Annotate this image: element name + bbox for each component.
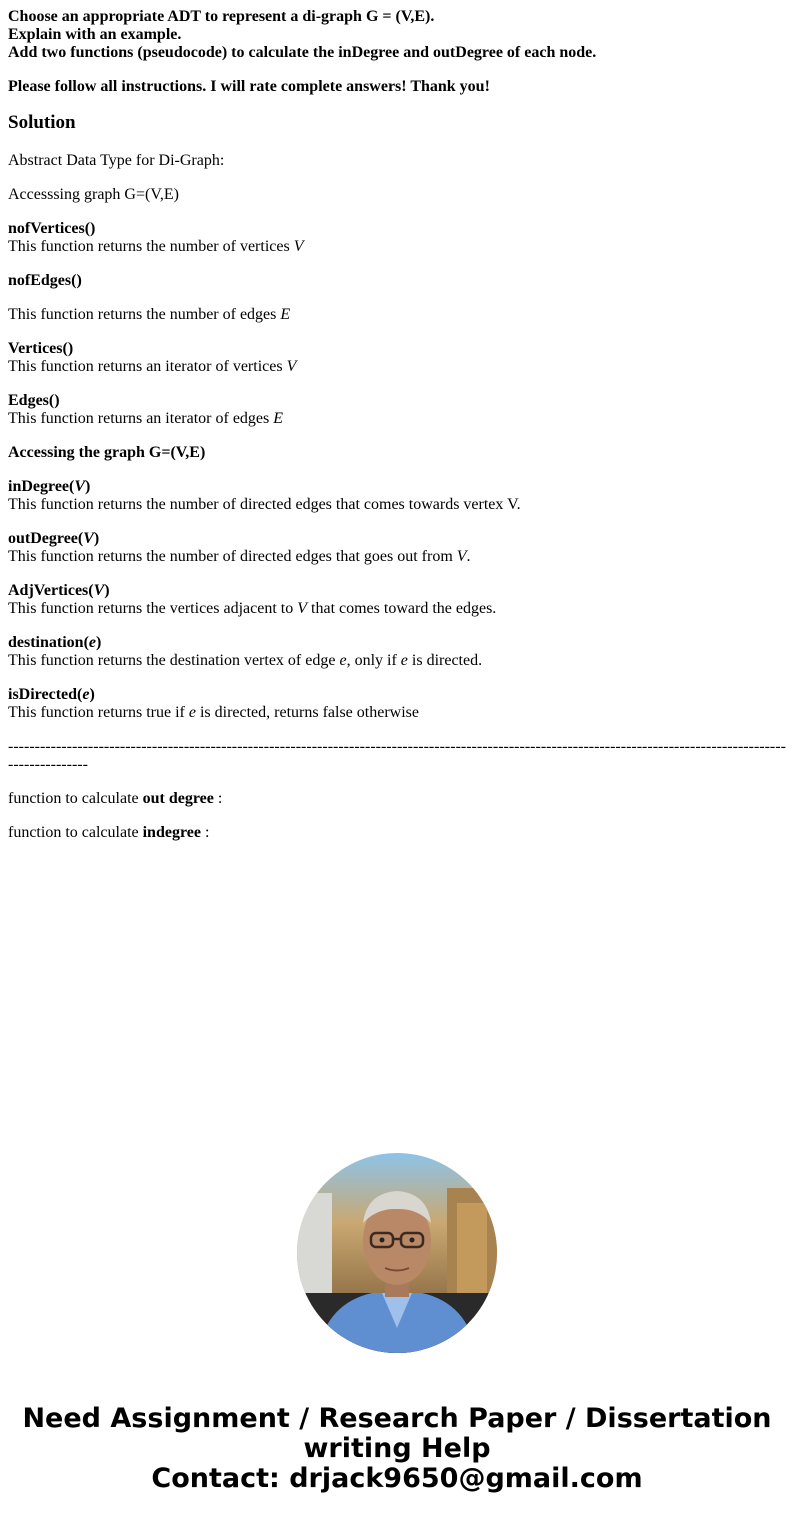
footer-contact: Contact: drjack9650@gmail.com bbox=[151, 1463, 643, 1494]
func-adjvertices bbox=[8, 582, 786, 618]
question-note: Please follow all instructions. I will rate complete answers! Thank you! bbox=[8, 78, 490, 95]
indegree-function-label: function to calculate indegree : bbox=[8, 824, 210, 841]
func-desc: This function returns an iterator of vertices bbox=[8, 358, 287, 375]
func-isdirected bbox=[8, 686, 786, 722]
solution-title: Solution bbox=[8, 112, 76, 133]
func-var: E bbox=[280, 306, 291, 323]
footer-line-2: writing Help bbox=[303, 1433, 491, 1464]
func-outdegree bbox=[8, 530, 786, 566]
author-avatar bbox=[297, 1153, 497, 1353]
func-var: E bbox=[273, 410, 284, 427]
func-desc: This function returns the destination vertex of edge e, only if e is directed. bbox=[8, 652, 483, 669]
func-nofvertices bbox=[8, 220, 786, 256]
avatar-portrait bbox=[297, 1153, 497, 1353]
func-desc: This function returns the number of directed edges that comes towards vertex V. bbox=[8, 496, 521, 513]
accessing-heading-2: Accessing the graph G=(V,E) bbox=[8, 444, 206, 461]
func-destination bbox=[8, 634, 786, 670]
footer-banner bbox=[0, 1404, 794, 1494]
func-var: V bbox=[286, 358, 297, 375]
func-edges bbox=[8, 392, 786, 428]
func-var: V bbox=[293, 238, 304, 255]
question-line-2: Explain with an example. bbox=[8, 26, 182, 43]
question-line-1: Choose an appropriate ADT to represent a di-graph G = (V,E). bbox=[8, 8, 435, 25]
accessing-heading-1: Accesssing graph G=(V,E) bbox=[8, 186, 179, 203]
func-desc: This function returns the number of vertices bbox=[8, 238, 294, 255]
separator: ----------------------------------------------------------------------------------------------------------------------------------------------------------------- bbox=[8, 738, 786, 773]
func-vertices bbox=[8, 340, 786, 376]
question bbox=[8, 8, 786, 62]
outdegree-function-label: function to calculate out degree : bbox=[8, 790, 223, 807]
func-name: nofEdges() bbox=[8, 272, 82, 289]
func-indegree bbox=[8, 478, 786, 514]
func-name: Edges() bbox=[8, 392, 60, 409]
adt-intro: Abstract Data Type for Di-Graph: bbox=[8, 152, 225, 169]
func-name: Vertices() bbox=[8, 340, 74, 357]
func-desc: This function returns the number of edges bbox=[8, 306, 281, 323]
question-line-3: Add two functions (pseudocode) to calculate the inDegree and outDegree of each node. bbox=[8, 44, 597, 61]
func-desc: This function returns the vertices adjacent to V that comes toward the edges. bbox=[8, 600, 497, 617]
func-nofedges-desc bbox=[8, 306, 786, 324]
footer-line-1: Need Assignment / Research Paper / Dissertation bbox=[22, 1403, 772, 1434]
func-name: nofVertices() bbox=[8, 220, 96, 237]
func-nofedges-name bbox=[8, 272, 786, 290]
func-name: inDegree(V) bbox=[8, 478, 91, 495]
func-name: destination(e) bbox=[8, 634, 102, 651]
document-body bbox=[8, 8, 786, 858]
func-name: AdjVertices(V) bbox=[8, 582, 110, 599]
func-desc: This function returns an iterator of edges bbox=[8, 410, 274, 427]
func-name: outDegree(V) bbox=[8, 530, 100, 547]
func-desc: This function returns the number of directed edges that goes out from V. bbox=[8, 548, 471, 565]
func-desc: This function returns true if e is directed, returns false otherwise bbox=[8, 704, 419, 721]
func-name: isDirected(e) bbox=[8, 686, 95, 703]
